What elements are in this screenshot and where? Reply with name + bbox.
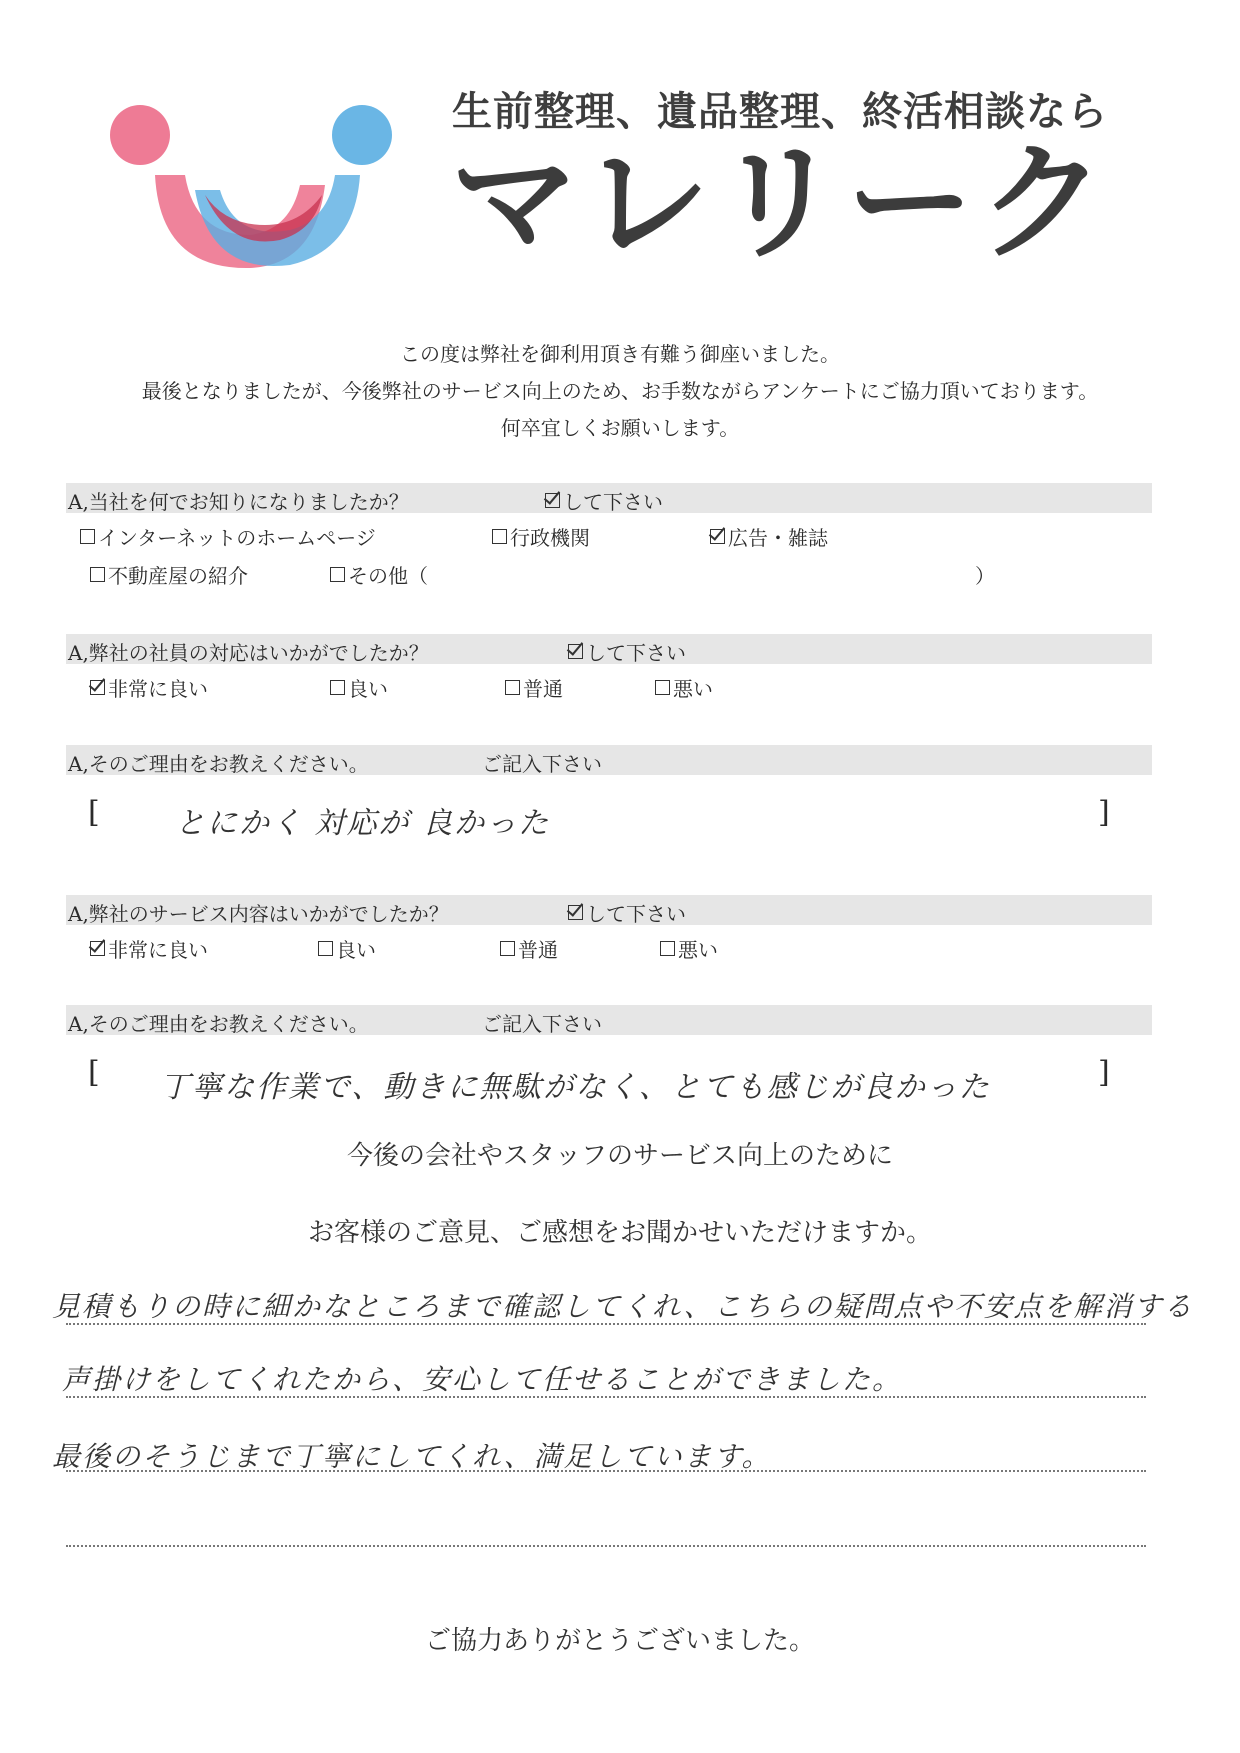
q1-option-label: 不動産屋の紹介 [108,564,248,588]
closing-message: ご協力ありがとうございました。 [424,1626,815,1656]
checkbox-icon[interactable] [318,941,333,956]
dotted-rule [66,1396,1146,1398]
q2-option-label: 良い [348,677,388,701]
dotted-rule [66,1323,1146,1325]
intro-line-2: 最後となりましたが、今後弊社のサービス向上のため、お手数ながらアンケートにご協力頂いております。 [141,379,1099,403]
checkbox-icon[interactable] [492,529,507,544]
q2-option-label: 非常に良い [108,677,208,701]
q4-hint-text: して下さい [586,902,686,926]
q4-option-label: 悪い [678,938,718,962]
brand-name: マレリーク [450,129,1111,278]
intro-line-1: この度は弊社を御利用頂き有難う御座いました。 [400,342,840,366]
q1-hint-text: して下さい [563,490,663,514]
q4-option-bad[interactable] [660,934,718,963]
q3-close-bracket: ] [1098,795,1110,830]
q1-hint [545,486,663,515]
checkbox-checked-icon[interactable] [90,680,105,695]
feedback-line-2[interactable]: 声掛けをしてくれたから、安心して任せることができました。 [62,1363,903,1396]
logo-icon [100,100,420,290]
checkbox-icon[interactable] [330,567,345,582]
tagline: 生前整理、遺品整理、終活相談なら [452,89,1108,135]
q4-option-label: 非常に良い [108,938,208,962]
q1-option-advert[interactable] [710,522,828,551]
q1-option-label: 広告・雑誌 [728,526,828,550]
checkbox-icon[interactable] [655,680,670,695]
checkbox-checked-icon[interactable] [90,941,105,956]
q1-other-close: ） [975,564,995,588]
dotted-rule [66,1545,1146,1547]
q3-hint: ご記入下さい [482,752,602,776]
q4-hint [568,898,686,927]
q4-question: A,弊社のサービス内容はいかがでしたか？ [68,902,449,926]
checkbox-icon[interactable] [500,941,515,956]
feedback-prompt-1: 今後の会社やスタッフのサービス向上のために [346,1141,893,1171]
q1-option-label: 行政機関 [510,526,590,550]
q1-question: A,当社を何でお知りになりましたか？ [68,490,409,514]
q5-question: A,そのご理由をお教えください。 [68,1012,369,1036]
q1-option-realestate[interactable] [90,560,248,589]
q4-option-normal[interactable] [500,934,558,963]
checkbox-checked-icon[interactable] [710,529,725,544]
q3-open-bracket: [ [88,795,100,830]
q2-option-good[interactable] [330,673,388,702]
q5-answer[interactable]: 丁寧な作業で、動きに無駄がなく、とても感じが良かった [160,1070,991,1105]
q2-hint [568,637,686,666]
intro-line-3: 何卒宜しくお願いします。 [500,416,740,440]
q4-option-label: 良い [336,938,376,962]
feedback-line-1[interactable]: 見積もりの時に細かなところまで確認してくれ、こちらの疑問点や不安点を解消する [52,1290,1194,1323]
q1-option-label: その他（ [348,564,428,588]
q2-hint-text: して下さい [586,641,686,665]
checkbox-icon[interactable] [330,680,345,695]
checkbox-icon[interactable] [90,567,105,582]
feedback-line-3[interactable]: 最後のそうじまで丁寧にしてくれ、満足しています。 [52,1440,772,1473]
q2-option-label: 悪い [673,677,713,701]
dotted-rule [66,1470,1146,1472]
q5-hint: ご記入下さい [482,1012,602,1036]
q1-option-internet[interactable] [80,522,376,551]
checkbox-sample-icon [568,905,583,920]
checkbox-icon[interactable] [505,680,520,695]
q2-option-label: 普通 [523,677,563,701]
q2-option-very-good[interactable] [90,673,208,702]
q2-option-bad[interactable] [655,673,713,702]
q4-option-very-good[interactable] [90,934,208,963]
q2-option-normal[interactable] [505,673,563,702]
q1-option-other[interactable] [330,560,428,589]
checkbox-icon[interactable] [80,529,95,544]
checkbox-icon[interactable] [660,941,675,956]
q4-option-label: 普通 [518,938,558,962]
q2-question: A,弊社の社員の対応はいかがでしたか？ [68,641,429,665]
q3-answer[interactable]: とにかく 対応が 良かった [175,806,551,841]
q4-option-good[interactable] [318,934,376,963]
q1-option-government[interactable] [492,522,590,551]
checkbox-sample-icon [568,644,583,659]
q3-question: A,そのご理由をお教えください。 [68,752,369,776]
q1-option-label: インターネットのホームページ [98,526,376,550]
checkbox-sample-icon [545,493,560,508]
feedback-prompt-2: お客様のご意見、ご感想をお聞かせいただけますか。 [307,1218,932,1248]
q5-open-bracket: [ [88,1055,100,1090]
q5-close-bracket: ] [1098,1055,1110,1090]
